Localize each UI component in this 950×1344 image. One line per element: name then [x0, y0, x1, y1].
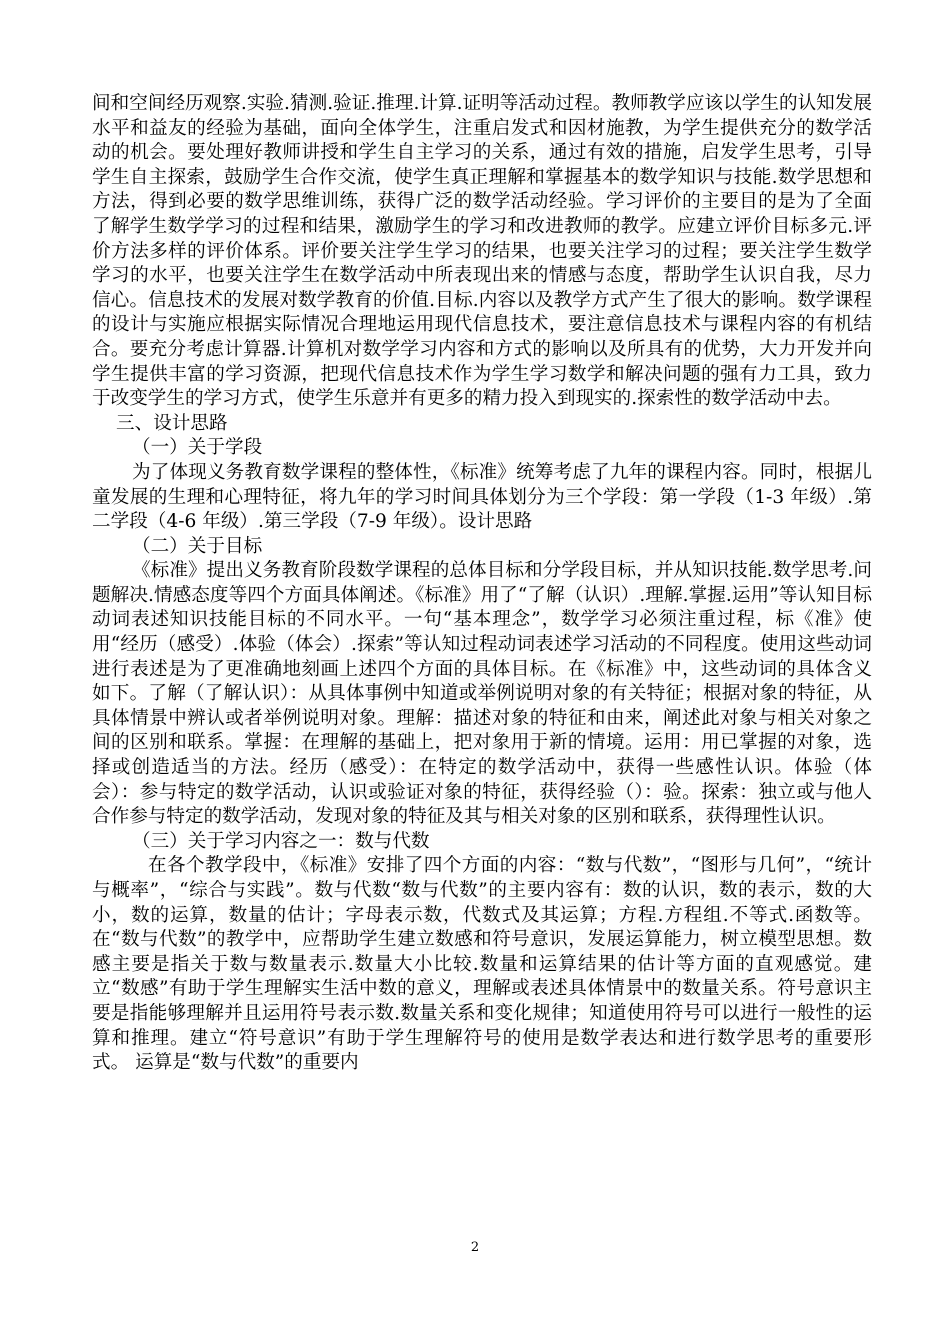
document-page — [92, 92, 872, 1076]
page-number: 2 — [470, 1240, 480, 1255]
subsection-heading: （一）关于学段 — [132, 437, 263, 459]
body-paragraph: 《标准》提出义务教育阶段数学课程的总体目标和分学段目标，并从知识技能.数学思考.问题解决.情感态度等四个方面具体阐述。《标准》用了“了解（认识）.理解.掌握.运用”等认知目标动词表述知识技能目标的不同水平。一句“基本理念”，数学学习必须注重过程，标《准》使用“经历（感受）.体验（体会）.探索”等认知过程动词表述学习活动的不同程度。使用这些动词进行表述是为了更准确地刻画上述四个方面的具体目标。在《标准》中，这些动词的具体含义如下。了解（了解认识）：从具体事例中知道或举例说明对象的有关特征；根据对象的特征，从具体情景中辨认或者举例说明对象。理解：描述对象的特征和由来，阐述此对象与相关对象之间的区别和联系。掌握：在理解的基础上，把对象用于新的情境。运用：用已掌握的对象，选择或创造适当的方法。经历（感受）：在特定的数学活动中，获得一些感性认识。体验（体会）：参与特定的数学活动，认识或验证对象的特征，获得经验（）：验。探索：独立或与他人合作参与特定的数学活动，发现对象的特征及其与相关对象的区别和联系，获得理性认识。 — [92, 560, 872, 828]
body-paragraph: 为了体现义务教育数学课程的整体性，《标准》统筹考虑了九年的课程内容。同时，根据儿童发展的生理和心理特征，将九年的学习时间具体划分为三个学段：第一学段（1-3 年级）.第二学段（4-6 年级）.第三学段（7-9 年级）。设计思路 — [92, 461, 872, 533]
subsection-heading: （二）关于目标 — [132, 535, 263, 557]
subsection-heading: （三）关于学习内容之一：数与代数 — [132, 830, 430, 852]
body-paragraph: 间和空间经历观察.实验.猜测.验证.推理.计算.证明等活动过程。教师教学应该以学生的认知发展水平和益友的经验为基础，面向全体学生，注重启发式和因材施教，为学生提供充分的数学活动的机会。要处理好教师讲授和学生自主学习的关系，通过有效的措施，启发学生思考，引导学生自主探索，鼓励学生合作交流，使学生真正理解和掌握基本的数学知识与技能.数学思想和方法，得到必要的数学思维训练，获得广泛的数学活动经验。学习评价的主要目的是为了全面了解学生数学学习的过程和结果，激励学生的学习和改进教师的教学。应建立评价目标多元.评价方法多样的评价体系。评价要关注学生学习的结果，也要关注学习的过程；要关注学生数学学习的水平，也要关注学生在数学活动中所表现出来的情感与态度，帮助学生认识自我，尽力信心。信息技术的发展对数学教育的价值.目标.内容以及教学方式产生了很大的影响。数学课程的设计与实施应根据实际情况合理地运用现代信息技术，要注意信息技术与课程内容的有机结合。要充分考虑计算器.计算机对数学学习内容和方式的影响以及所具有的优势，大力开发并向学生提供丰富的学习资源，把现代信息技术作为学生学习数学和解决问题的强有力工具，致力于改变学生的学习方式，使学生乐意并有更多的精力投入到现实的.探索性的数学活动中去。 — [92, 93, 872, 410]
body-paragraph: 在各个教学段中，《标准》安排了四个方面的内容：“数与代数”，“图形与几何”，“统计与概率”，“综合与实践”。数与代数“数与代数”的主要内容有：数的认识，数的表示，数的大小，数的运算，数量的估计；字母表示数，代数式及其运算；方程.方程组.不等式.函数等。在“数与代数”的教学中，应帮助学生建立数感和符号意识，发展运算能力，树立模型思想。数感主要是指关于数与数量表示.数量大小比较.数量和运算结果的估计等方面的直观感觉。建立“数感”有助于学生理解实生活中数的意义，理解或表述具体情景中的数量关系。符号意识主要是指能够理解并且运用符号表示数.数量关系和变化规律；知道使用符号可以进行一般性的运算和推理。建立“符号意识”有助于学生理解符号的使用是数学表达和进行数学思考的重要形式。 运算是“数与代数”的重要内 — [92, 855, 872, 1074]
section-heading: 三、设计思路 — [116, 412, 228, 434]
